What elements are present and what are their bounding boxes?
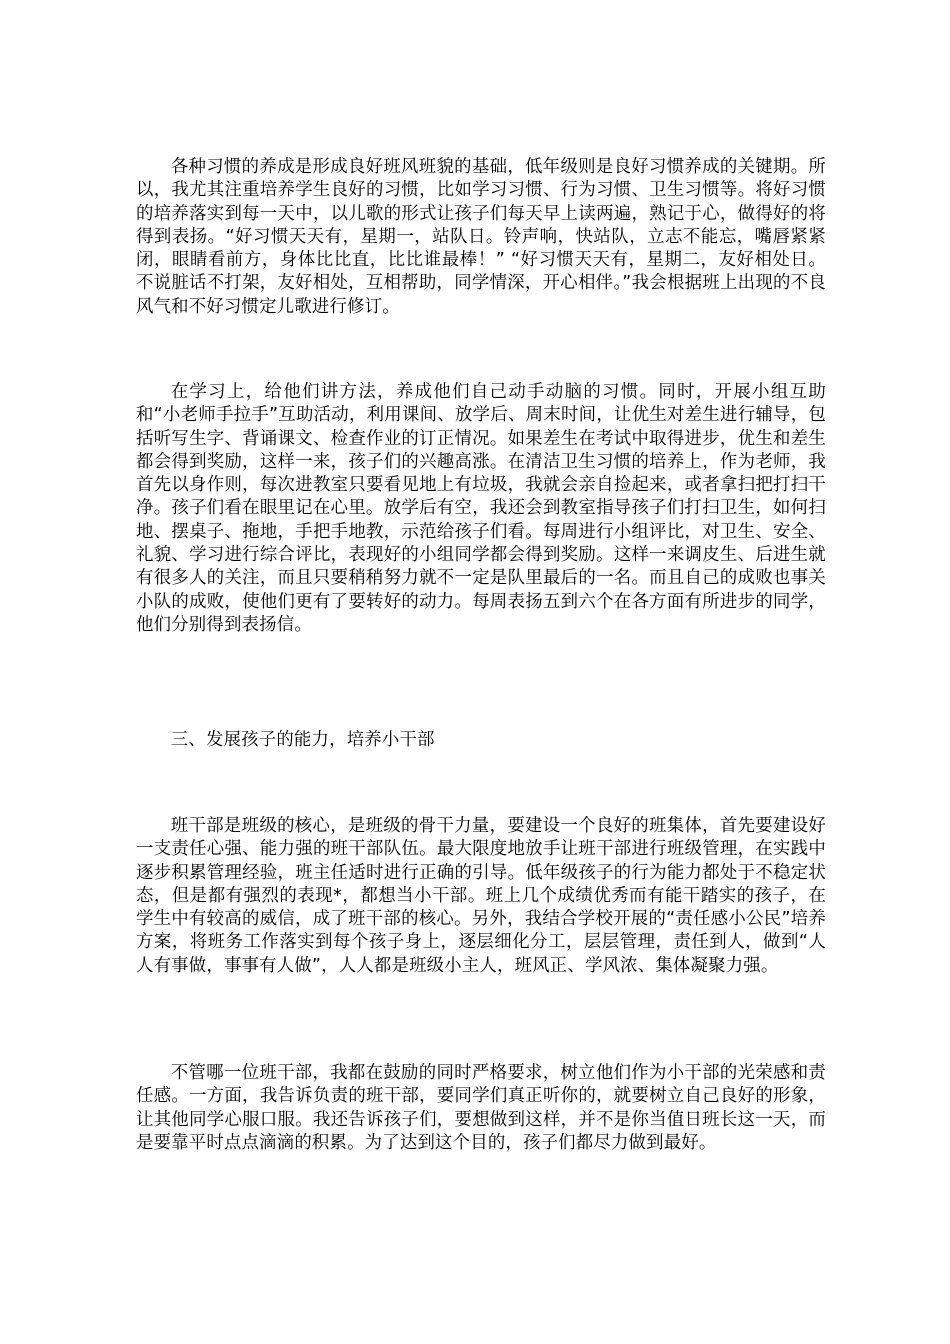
section-heading: 三、发展孩子的能力，培养小干部: [170, 730, 435, 750]
paragraph-class-cadres: 班干部是班级的核心，是班级的骨干力量，要建设一个良好的班集体，首先要建设好一支责任心强、能力强的班干部队伍。最大限度地放手让班干部进行班级管理，在实践中逐步积累管理经验，班主任适时进行正确的引导。低年级孩子的行为能力都处于不稳定状态，但是都有强烈的表现*，都想当小干部。班上几个成绩优秀而有能干踏实的孩子，在学生中有较高的威信，成了班干部的核心。另外，我结合学校开展的“责任感小公民”培养方案，将班务工作落实到每个孩子身上，逐层细化分工，层层管理，责任到人，做到“人人有事做，事事有人做”，人人都是班级小主人，班风正、学风浓、集体凝聚力强。: [136, 816, 826, 976]
paragraph-study: 在学习上，给他们讲方法，养成他们自己动手动脑的习惯。同时，开展小组互助和“小老师手拉手”互助活动，利用课间、放学后、周末时间，让优生对差生进行辅导，包括听写生字、背诵课文、检查作业的订正情况。如果差生在考试中取得进步，优生和差生都会得到奖励，这样一来，孩子们的兴趣高涨。在清洁卫生习惯的培养上，作为老师，我首先以身作则，每次进教室只要看见地上有垃圾，我就会亲自捡起来，或者拿扫把打扫干净。孩子们看在眼里记在心里。放学后有空，我还会到教室指导孩子们打扫卫生，如何扫地、摆桌子、拖地，手把手地教，示范给孩子们看。每周进行小组评比，对卫生、安全、礼貌、学习进行综合评比，表现好的小组同学都会得到奖励。这样一来调皮生、后进生就有很多人的关注，而且只要稍稍努力就不一定是队里最后的一名。而且自己的成败也事关小队的成败，使他们更有了要转好的动力。每周表扬五到六个在各方面有所进步的同学，他们分别得到表扬信。: [136, 382, 826, 635]
paragraph-habits: 各种习惯的养成是形成良好班风班貌的基础，低年级则是良好习惯养成的关键期。所以，我尤其注重培养学生良好的习惯，比如学习习惯、行为习惯、卫生习惯等。将好习惯的培养落实到每一天中，以儿歌的形式让孩子们每天早上读两遍，熟记于心，做得好的将得到表扬。“好习惯天天有，星期一，站队日。铃声响，快站队，立志不能忘，嘴唇紧紧闭，眼睛看前方，身体比比直，比比谁最棒！” “好习惯天天有，星期二，友好相处日。不说脏话不打架，友好相处，互相帮助，同学情深，开心相伴。”我会根据班上出现的不良风气和不好习惯定儿歌进行修订。: [136, 157, 826, 317]
paragraph-cadre-requirements: 不管哪一位班干部，我都在鼓励的同时严格要求，树立他们作为小干部的光荣感和责任感。一方面，我告诉负责的班干部，要同学们真正听你的，就要树立自己良好的形象，让其他同学心服口服。我还告诉孩子们，要想做到这样，并不是你当值日班长这一天，而是要靠平时点点滴滴的积累。为了达到这个目的，孩子们都尽力做到最好。: [136, 1063, 826, 1153]
